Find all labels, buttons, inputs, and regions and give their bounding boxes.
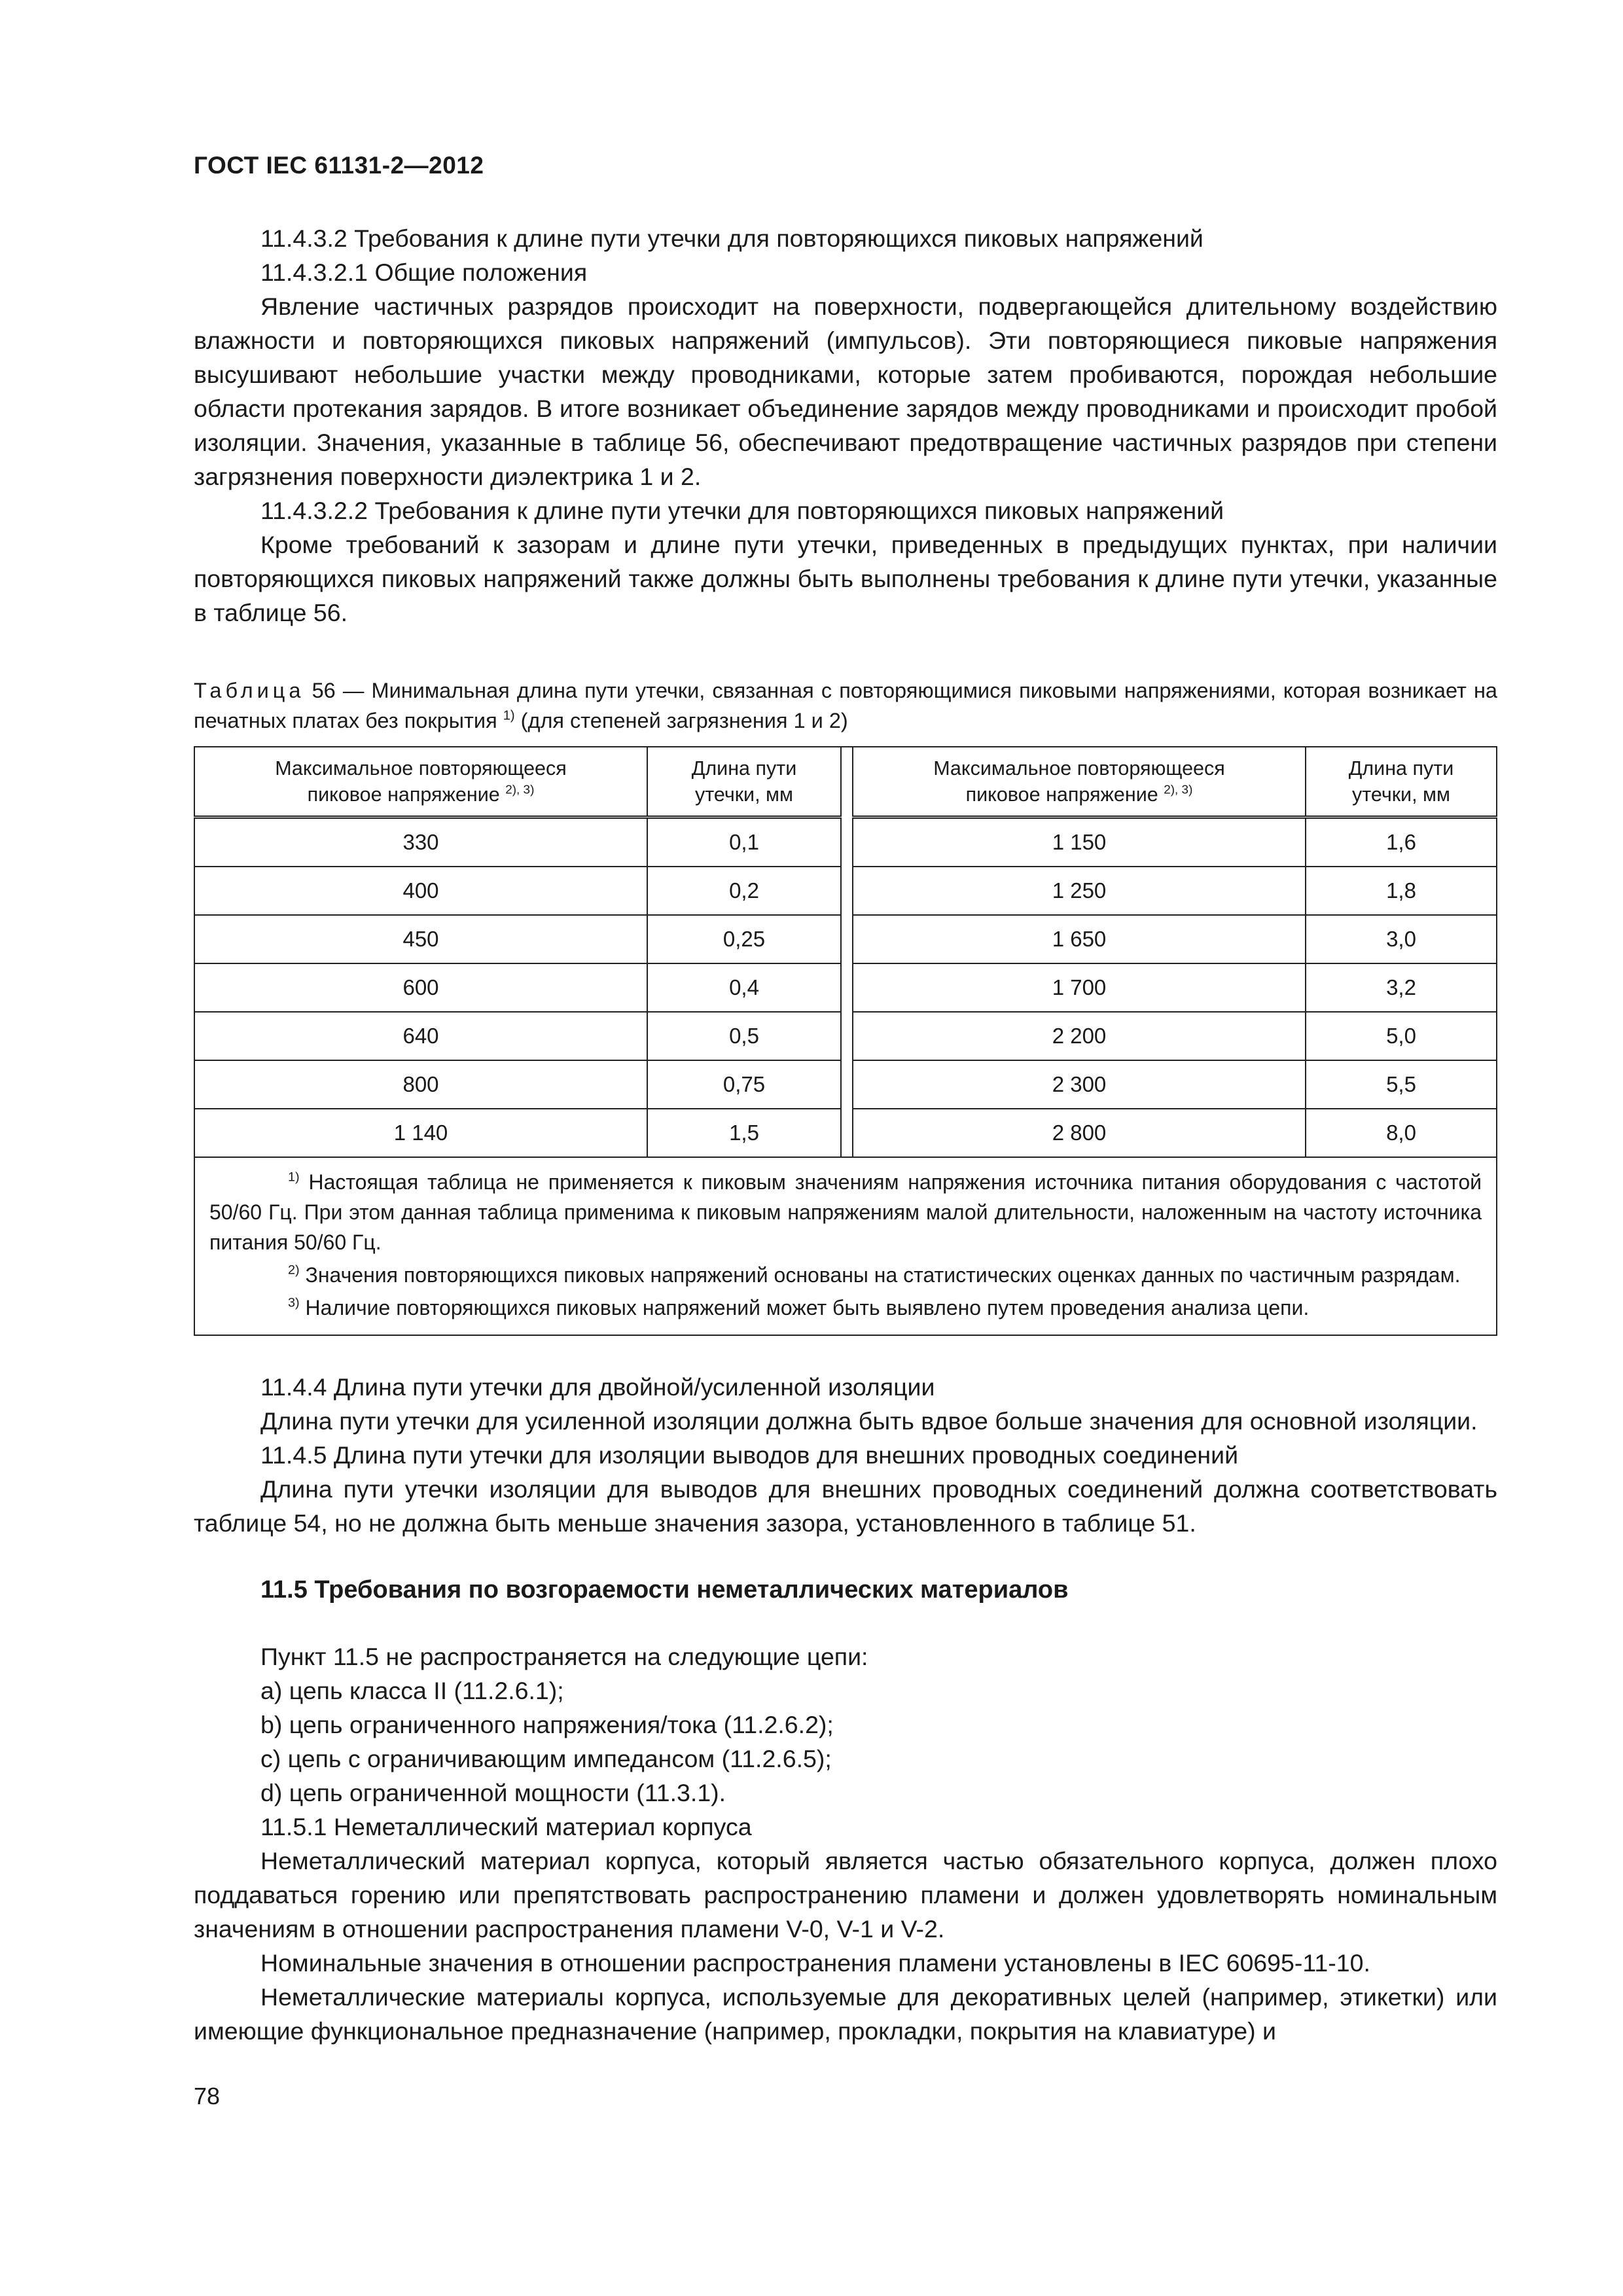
table-row (194, 1060, 1497, 1109)
table-cell: 450 (194, 915, 647, 963)
table-caption-footnote-ref: 1) (503, 708, 515, 723)
table-cell: 1,6 (1306, 817, 1497, 867)
paragraph: Номинальные значения в отношении распространения пламени установлены в IEC 60695-11-10. (260, 1949, 1370, 1977)
table-cell: 640 (194, 1012, 647, 1060)
paragraph: Кроме требований к зазорам и длине пути утечки, приведенных в предыдущих пунктах, при наличии повторяющихся пиковых напряжений также должны быть выполнены требования к длине пути утечки, указанные в таблице 56. (194, 531, 1497, 626)
creepage-table (194, 746, 1497, 1336)
list-item: b) цепь ограниченного напряжения/тока (11.2.6.2); (260, 1711, 834, 1738)
table-header-row (194, 747, 1497, 817)
table-gap (841, 867, 853, 915)
section-11-5-heading: 11.5 Требования по возгораемости неметаллических материалов (260, 1576, 1069, 1604)
table-row (194, 915, 1497, 963)
table-gap (841, 1060, 853, 1109)
table-cell: 0,1 (647, 817, 841, 867)
clause-11-4-3-2-title: 11.4.3.2 Требования к длине пути утечки для повторяющихся пиковых напряжений (260, 224, 1204, 252)
table-cell: 5,0 (1306, 1012, 1497, 1060)
table-caption (194, 675, 1497, 736)
table-caption-label: Таблица (194, 679, 305, 702)
page-header: ГОСТ IEC 61131-2—2012 (194, 152, 484, 179)
table-cell: 0,4 (647, 963, 841, 1012)
table-notes (194, 1157, 1497, 1335)
table-cell: 0,25 (647, 915, 841, 963)
table-cell: 0,5 (647, 1012, 841, 1060)
header-voltage-right: Максимальное повторяющееся пиковое напряжение $^{2), 3)}$ (853, 747, 1306, 817)
table-cell: 1,8 (1306, 867, 1497, 915)
table-cell: 3,2 (1306, 963, 1497, 1012)
table-cell: 1 650 (853, 915, 1306, 963)
table-cell: 2 800 (853, 1109, 1306, 1157)
header-length-left: Длина пути утечки, мм (647, 747, 841, 817)
table-row (194, 817, 1497, 867)
page-number: 78 (194, 2083, 221, 2109)
paragraph: Пункт 11.5 не распространяется на следующие цепи: (260, 1643, 868, 1670)
paragraph: Явление частичных разрядов происходит на поверхности, подвергающейся длительному воздействию влажности и повторяющихся пиковых напряжений (импульсов). Эти повторяющиеся пиковые напряжения высушивают небольшие участки между проводниками, которые затем пробиваются, порождая небольшие области протекания зарядов. В итоге возникает объединение зарядов между проводниками и происходит пробой изоляции. Значения, указанные в таблице 56, обеспечивают предотвращение частичных разрядов при степени загрязнения поверхности диэлектрика 1 и 2. (194, 293, 1497, 490)
clause-11-4-3-2-1-title: 11.4.3.2.1 Общие положения (260, 259, 588, 286)
paragraph: Длина пути утечки изоляции для выводов для внешних проводных соединений должна соответствовать таблице 54, но не должна быть меньше значения зазора, установленного в таблице 51. (194, 1475, 1497, 1537)
table-note-2: $^{2)}$ Значения повторяющихся пиковых напряжений основаны на статистических оценках данных по частичным разрядам. (288, 1263, 1461, 1287)
table-cell: 600 (194, 963, 647, 1012)
table-note-1: $^{1)}$ Настоящая таблица не применяется к пиковым значениям напряжения источника питания оборудования с частотой 50/60 Гц. При этом данная таблица применима к пиковым напряжениям малой длительности, наложенным на частоту источника питания 50/60 Гц. (209, 1170, 1482, 1254)
table-notes-row (194, 1157, 1497, 1335)
table-row (194, 867, 1497, 915)
table-row (194, 1012, 1497, 1060)
table-gap (841, 915, 853, 963)
clause-11-5-1-title: 11.5.1 Неметаллический материал корпуса (260, 1813, 752, 1840)
table-gap (841, 963, 853, 1012)
table-cell: 3,0 (1306, 915, 1497, 963)
table-gap (841, 1109, 853, 1157)
list-item: c) цепь с ограничивающим импедансом (11.2.6.5); (260, 1745, 832, 1772)
clause-11-4-3-2-2-title: 11.4.3.2.2 Требования к длине пути утечки для повторяющихся пиковых напряжений (260, 497, 1224, 524)
table-cell: 800 (194, 1060, 647, 1109)
header-length-right: Длина пути утечки, мм (1306, 747, 1497, 817)
table-cell: 400 (194, 867, 647, 915)
clause-11-4-4-title: 11.4.4 Длина пути утечки для двойной/усиленной изоляции (260, 1373, 935, 1401)
page-content (194, 221, 1497, 2048)
table-caption-text: 56 — Минимальная длина пути утечки, связанная с повторяющимися пиковыми напряжениями, которая возникает на печатных платах без покрытия (194, 679, 1497, 732)
paragraph: Длина пути утечки для усиленной изоляции должна быть вдвое больше значения для основной изоляции. (260, 1407, 1478, 1435)
table-cell: 2 300 (853, 1060, 1306, 1109)
table-cell: 2 200 (853, 1012, 1306, 1060)
table-cell: 0,2 (647, 867, 841, 915)
table-cell: 1,5 (647, 1109, 841, 1157)
table-row (194, 963, 1497, 1012)
paragraph: Неметаллический материал корпуса, который является частью обязательного корпуса, должен плохо поддаваться горению или препятствовать распространению пламени и должен удовлетворять номинальным значениям в отношении распространения пламени V-0, V-1 и V-2. (194, 1847, 1497, 1943)
table-cell: 1 140 (194, 1109, 647, 1157)
clause-11-4-5-title: 11.4.5 Длина пути утечки для изоляции выводов для внешних проводных соединений (260, 1441, 1239, 1469)
table-gap (841, 817, 853, 867)
table-cell: 8,0 (1306, 1109, 1497, 1157)
table-cell: 330 (194, 817, 647, 867)
table-cell: 1 150 (853, 817, 1306, 867)
list-item: a) цепь класса II (11.2.6.1); (260, 1677, 564, 1704)
table-cell: 5,5 (1306, 1060, 1497, 1109)
table-caption-tail: (для степеней загрязнения 1 и 2) (520, 709, 848, 732)
table-row (194, 1109, 1497, 1157)
table-cell: 1 250 (853, 867, 1306, 915)
header-voltage-left: Максимальное повторяющееся пиковое напряжение $^{2), 3)}$ (194, 747, 647, 817)
paragraph: Неметаллические материалы корпуса, используемые для декоративных целей (например, этикетки) или имеющие функциональное предназначение (например, прокладки, покрытия на клавиатуре) и (194, 1983, 1497, 2045)
list-item: d) цепь ограниченной мощности (11.3.1). (260, 1779, 726, 1806)
table-gap (841, 747, 853, 817)
table-note-3: $^{3)}$ Наличие повторяющихся пиковых напряжений может быть выявлено путем проведения анализа цепи. (288, 1295, 1310, 1319)
table-cell: 0,75 (647, 1060, 841, 1109)
table-cell: 1 700 (853, 963, 1306, 1012)
table-gap (841, 1012, 853, 1060)
